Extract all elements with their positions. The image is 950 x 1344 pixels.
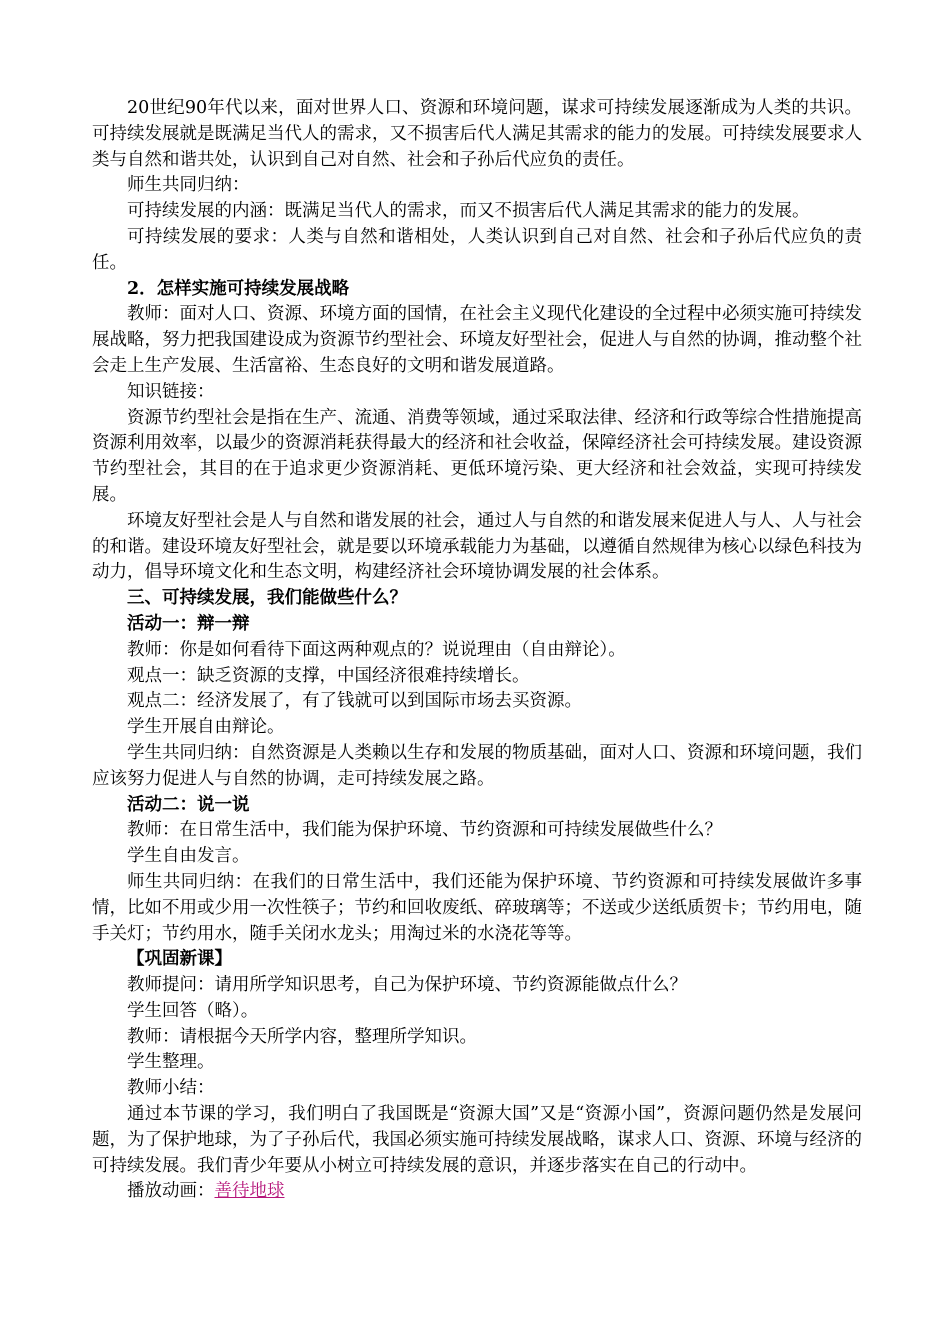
connotation-paragraph: 可持续发展的内涵：既满足当代人的需求，而又不损害后代人满足其需求的能力的发展。 [127,201,810,222]
animation-prefix: 播放动画： [127,1181,215,1202]
viewpoint-two: 观点二：经济发展了，有了钱就可以到国际市场去买资源。 [127,691,582,712]
eco-friendly-paragraph: 环境友好型社会是人与自然和谐发展的社会，通过人与自然的和谐发展来促进人与人、人与社会的和谐。建设环境友好型社会，就是要以环境承载能力为基础，以遵循自然规律为核心以绿色科技为动力，倡导环境文化和生态文明，构建经济社会环境协调发展的社会体系。 [92,510,862,583]
section-heading-3: 三、可持续发展，我们能做些什么？ [127,588,407,609]
teacher-paragraph: 教师：面对人口、资源、环境方面的国情，在社会主义现代化建设的全过程中必须实施可持续发展战略，努力把我国建设成为资源节约型社会、环境友好型社会，促进人与自然的协调，推动整个社会走上生产发展、生活富裕、生态良好的文明和谐发展道路。 [92,304,862,376]
daily-life-summary: 师生共同归纳：在我们的日常生活中，我们还能为保护环境、节约资源和可持续发展做许多事情，比如不用或少用一次性筷子；节约和回收废纸、碎玻璃等；不送或少送纸质贺卡；节约用电，随手关灯；节约用水，随手关闭水龙头；用淘过米的水浇花等等。 [92,871,862,944]
student-answer-note: 学生回答（略）。 [127,1000,259,1021]
requirement-paragraph: 可持续发展的要求：人类与自然和谐相处，人类认识到自己对自然、社会和子孙后代应负的责任。 [92,226,862,273]
document-body [92,96,862,1205]
animation-line [92,1179,862,1205]
conclusion-paragraph: 通过本节课的学习，我们明白了我国既是“资源大国”又是“资源小国”，资源问题仍然是发展问题，为了保护地球，为了子孙后代，我国必须实施可持续发展战略，谋求人口、资源、环境与经济的可持续发展。我们青少年要从小树立可持续发展的意识，并逐步落实在自己的行动中。 [92,1104,862,1176]
free-speech-note: 学生自由发言。 [127,846,250,867]
section-heading-2: 2．怎样实施可持续发展战略 [127,278,350,299]
activity-two-heading: 活动二：说一说 [127,794,250,815]
teacher-summary-label: 教师小结： [127,1078,215,1099]
consolidation-heading: 【巩固新课】 [127,949,232,970]
daily-life-question: 教师：在日常生活中，我们能为保护环境、节约资源和可持续发展做些什么？ [127,820,722,841]
debate-summary: 学生共同归纳：自然资源是人类赖以生存和发展的物质基础，面对人口、资源和环境问题，我们应该努力促进人与自然的协调，走可持续发展之路。 [92,742,862,789]
teacher-instruction: 教师：请根据今天所学内容，整理所学知识。 [127,1026,477,1047]
activity-one-heading: 活动一：辩一辩 [127,613,250,634]
viewpoint-one: 观点一：缺乏资源的支撑，中国经济很难持续增长。 [127,665,530,686]
summary-label: 师生共同归纳： [127,175,250,196]
student-organize-note: 学生整理。 [127,1052,215,1073]
debate-question: 教师：你是如何看待下面这两种观点的？说说理由（自由辩论）。 [127,639,626,660]
animation-link[interactable]: 善待地球 [214,1181,285,1202]
knowledge-link-label: 知识链接： [127,381,215,402]
teacher-question: 教师提问：请用所学知识思考，自己为保护环境、节约资源能做点什么？ [127,975,687,996]
intro-paragraph: 20世纪90年代以来，面对世界人口、资源和环境问题，谋求可持续发展逐渐成为人类的共识。可持续发展就是既满足当代人的需求，又不损害后代人满足其需求的能力的发展。可持续发展要求人类与自然和谐共处，认识到自己对自然、社会和子孙后代应负的责任。 [92,98,862,170]
debate-note: 学生开展自由辩论。 [127,717,285,738]
resource-saving-paragraph: 资源节约型社会是指在生产、流通、消费等领域，通过采取法律、经济和行政等综合性措施提高资源利用效率，以最少的资源消耗获得最大的经济和社会收益，保障经济社会可持续发展。建设资源节约型社会，其目的在于追求更少资源消耗、更低环境污染、更大经济和社会效益，实现可持续发展。 [92,407,862,505]
